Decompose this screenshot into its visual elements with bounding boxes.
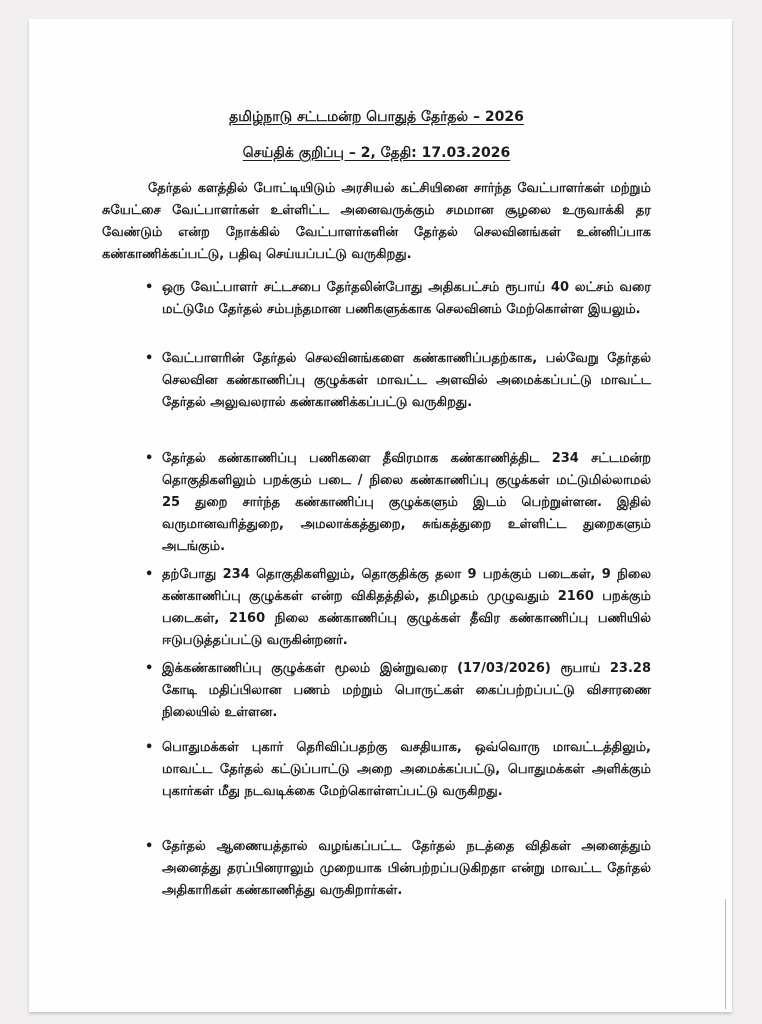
bullet-item	[145, 836, 651, 902]
bullet-text: இக்கண்காணிப்பு குழுக்கள் மூலம் இன்றுவரை (17/03/2026) ரூபாய் 23.28 கோடி மதிப்பிலான பணம் மற்றும் பொருட்கள் கைப்பற்றப்பட்டு விசாரணை நிலையில் உள்ளன.	[162, 661, 651, 720]
bullet-icon: •	[145, 351, 154, 366]
bullet-item	[145, 737, 651, 803]
document-page	[29, 19, 732, 1012]
bullet-text: பொதுமக்கள் புகார் தெரிவிப்பதற்கு வசதியாக, ஒவ்வொரு மாவட்டத்திலும், மாவட்ட தேர்தல் கட்டுப்பாட்டு அறை அமைக்கப்பட்டு, பொதுமக்கள் அளிக்கும் புகார்கள் மீது நடவடிக்கை மேற்கொள்ளப்பட்டு வருகிறது.	[162, 740, 651, 799]
bullet-text: தேர்தல் ஆணையத்தால் வழங்கப்பட்ட தேர்தல் நடத்தை விதிகள் அனைத்தும் அனைத்து தரப்பினராலும் முறையாக பின்பற்றப்படுகிறதா என்று மாவட்ட தேர்தல் அதிகாரிகள் கண்காணித்து வருகிறார்கள்.	[162, 839, 651, 898]
bullet-item	[145, 277, 651, 321]
bullet-icon: •	[145, 661, 154, 676]
intro-paragraph: தேர்தல் களத்தில் போட்டியிடும் அரசியல் கட்சியினை சார்ந்த வேட்பாளர்கள் மற்றும் சுயேட்சை வேட்பாளர்கள் உள்ளிட்ட அனைவருக்கும் சமமான சூழலை உருவாக்கி தர வேண்டும் என்ற நோக்கில் வேட்பாளர்களின் தேர்தல் செலவினங்கள் உன்னிப்பாக கண்காணிக்கப்பட்டு, பதிவு செய்யப்பட்டு வருகிறது.	[102, 181, 651, 262]
bullet-icon: •	[145, 280, 154, 295]
document-subtitle-text: செய்திக் குறிப்பு – 2, தேதி: 17.03.2026	[242, 145, 511, 161]
document-subtitle	[102, 144, 651, 162]
document-title	[102, 108, 651, 126]
bullet-text: வேட்பாளரின் தேர்தல் செலவினங்களை கண்காணிப்பதற்காக, பல்வேறு தேர்தல் செலவின கண்காணிப்பு குழுக்கள் மாவட்ட அளவில் அமைக்கப்பட்டு மாவட்ட தேர்தல் அலுவலரால் கண்காணிக்கப்பட்டு வருகிறது.	[162, 351, 651, 410]
bullet-text: தேர்தல் கண்காணிப்பு பணிகளை தீவிரமாக கண்காணித்திட 234 சட்டமன்ற தொகுதிகளிலும் பறக்கும் படை / நிலை கண்காணிப்பு குழுக்கள் மட்டுமில்லாமல் 25 துறை சார்ந்த கண்காணிப்பு குழுக்களும் இடம் பெற்றுள்ளன. இதில் வருமானவரித்துறை, அமலாக்கத்துறை, சுங்கத்துறை உள்ளிட்ட துறைகளும் அடங்கும்.	[162, 451, 651, 554]
bullet-item	[145, 658, 651, 724]
bullet-item	[145, 564, 651, 652]
bullet-text: தற்போது 234 தொகுதிகளிலும், தொகுதிக்கு தலா 9 பறக்கும் படைகள், 9 நிலை கண்காணிப்பு குழுக்கள் என்ற விகிதத்தில், தமிழகம் முழுவதும் 2160 பறக்கும் படைகள், 2160 நிலை கண்காணிப்பு குழுக்கள் தீவிர கண்காணிப்பு பணியில் ஈடுபடுத்தப்பட்டு வருகின்றனர்.	[162, 567, 651, 648]
bullet-icon: •	[145, 567, 154, 582]
bullet-icon: •	[145, 839, 154, 854]
bullet-item	[145, 348, 651, 414]
bullet-icon: •	[145, 451, 154, 466]
bullet-item	[145, 448, 651, 558]
bullet-text: ஒரு வேட்பாளர் சட்டசபை தேர்தலின்போது அதிகபட்சம் ரூபாய் 40 லட்சம் வரை மட்டுமே தேர்தல் சம்பந்தமான பணிகளுக்காக செலவினம் மேற்கொள்ள இயலும்.	[162, 280, 651, 317]
document-title-text: தமிழ்நாடு சட்டமன்ற பொதுத் தேர்தல் – 2026	[229, 109, 524, 125]
bullet-icon: •	[145, 740, 154, 755]
scan-edge-line	[725, 899, 726, 1009]
